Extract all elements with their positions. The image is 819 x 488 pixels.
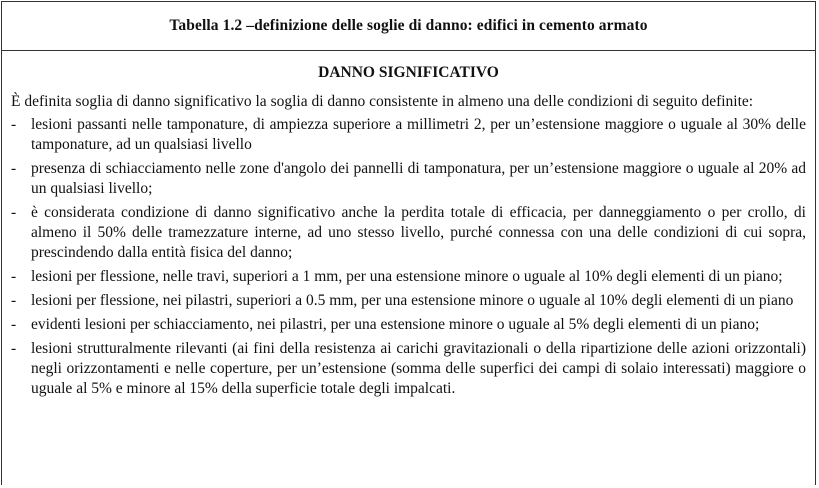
list-item-text: è considerata condizione di danno significativo anche la perdita totale di efficacia, per danneggiamento o per crollo, di almeno il 50% delle tramezzature interne, ad uno stesso livello, purché connessa con una delle condizioni di cui sopra, prescindendo dalla entità fisica del danno; — [31, 204, 806, 261]
list-item — [11, 291, 806, 311]
bullet-dash: - — [11, 160, 17, 177]
intro-paragraph: È definita soglia di danno significativo la soglia di danno consistente in almeno una delle condizioni di seguito definite: — [11, 93, 754, 110]
bullet-dash: - — [11, 268, 17, 285]
bullet-dash: - — [11, 316, 17, 333]
bullet-dash: - — [11, 292, 17, 309]
list-item-text: evidenti lesioni per schiacciamento, nei pilastri, per una estensione minore o uguale al 5% degli elementi di un piano; — [31, 316, 760, 333]
list-item — [11, 339, 806, 399]
table-body-cell — [2, 51, 815, 399]
bullet-dash: - — [11, 340, 17, 357]
list-item — [11, 159, 806, 199]
list-item — [11, 315, 806, 335]
section-heading: DANNO SIGNIFICATIVO — [318, 64, 499, 81]
list-item-text: lesioni per flessione, nei pilastri, superiori a 0.5 mm, per una estensione minore o uguale al 10% degli elementi di un piano — [31, 292, 794, 309]
list-item — [11, 115, 806, 155]
table-caption: Tabella 1.2 –definizione delle soglie di danno: edifici in cemento armato — [169, 17, 648, 34]
list-item-text: lesioni per flessione, nelle travi, superiori a 1 mm, per una estensione minore o uguale al 10% degli elementi di un piano; — [31, 268, 783, 285]
list-item-text: presenza di schiacciamento nelle zone d'angolo dei pannelli di tamponatura, per un’estensione maggiore o uguale al 20% ad un qualsiasi livello; — [31, 160, 806, 197]
table-caption-row — [2, 2, 815, 51]
list-item-text: lesioni passanti nelle tamponature, di ampiezza superiore a millimetri 2, per un’estensione maggiore o uguale al 30% delle tamponature, ad un qualsiasi livello — [31, 116, 806, 153]
bullet-dash: - — [11, 116, 17, 133]
list-item — [11, 267, 806, 287]
bullet-dash: - — [11, 204, 17, 221]
list-item — [11, 203, 806, 263]
damage-threshold-table — [1, 1, 816, 485]
list-item-text: lesioni strutturalmente rilevanti (ai fini della resistenza ai carichi gravitazionali o della ripartizione delle azioni orizzontali) negli orizzontamenti e nelle coperture, per un’estensione (somma delle superfici dei campi di solaio interessati) maggiore o uguale al 5% e minore al 15% della superficie totale degli impalcati. — [31, 340, 806, 397]
condition-list — [11, 115, 806, 399]
